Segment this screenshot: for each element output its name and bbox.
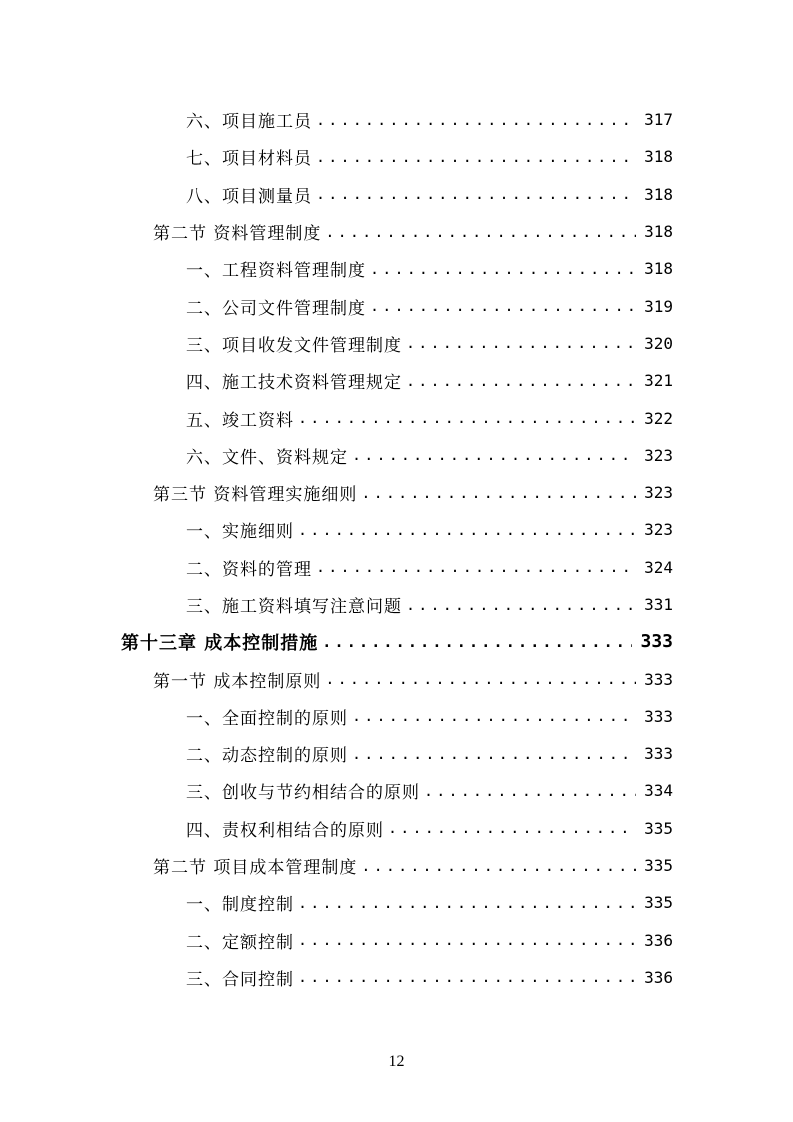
toc-dot-leader xyxy=(361,857,636,875)
toc-entry-item[interactable] xyxy=(0,698,793,735)
toc-dot-leader xyxy=(298,409,636,427)
toc-entry-page-number: 335 xyxy=(644,818,673,838)
toc-entry-page-number: 318 xyxy=(644,222,673,242)
toc-entry-page-number: 322 xyxy=(644,408,673,428)
toc-entry-title: 第二节 资料管理制度 xyxy=(153,224,322,245)
toc-entry-page-number: 317 xyxy=(644,110,673,130)
toc-entry-page-number: 333 xyxy=(644,669,673,689)
page-number: 12 xyxy=(388,1053,405,1070)
toc-entry-item[interactable] xyxy=(0,176,793,213)
toc-entry-title: 二、动态控制的原则 xyxy=(186,746,348,767)
toc-entry-page-number: 331 xyxy=(644,595,673,614)
toc-entry-item[interactable] xyxy=(0,399,793,436)
toc-dot-leader xyxy=(388,819,636,837)
toc-entry-title: 七、项目材料员 xyxy=(186,149,312,170)
toc-entry-title: 三、项目收发文件管理制度 xyxy=(186,335,402,356)
toc-entry-title: 第二节 项目成本管理制度 xyxy=(153,858,358,879)
toc-entry-title: 一、工程资料管理制度 xyxy=(186,261,366,282)
toc-dot-leader xyxy=(316,185,636,203)
toc-entry-page-number: 318 xyxy=(644,184,673,204)
toc-dot-leader xyxy=(370,297,636,315)
toc-entry-title: 一、实施细则 xyxy=(186,522,294,543)
toc-entry-page-number: 336 xyxy=(644,930,673,950)
toc-entry-page-number: 320 xyxy=(644,333,673,353)
toc-entry-title: 二、资料的管理 xyxy=(186,559,312,580)
toc-entry-item[interactable] xyxy=(0,437,793,474)
toc-dot-leader xyxy=(424,782,636,800)
toc-dot-leader xyxy=(298,894,636,912)
toc-entry-title: 四、施工技术资料管理规定 xyxy=(186,373,402,394)
toc-entry-item[interactable] xyxy=(0,735,793,772)
toc-entry-page-number: 336 xyxy=(644,967,673,987)
toc-entry-item[interactable] xyxy=(0,362,793,399)
toc-entry-item[interactable] xyxy=(0,511,793,548)
toc-dot-leader xyxy=(316,148,636,166)
toc-entry-page-number: 323 xyxy=(644,445,673,465)
toc-entry-item[interactable] xyxy=(0,250,793,287)
toc-dot-leader xyxy=(352,446,636,464)
toc-entry-section[interactable] xyxy=(0,847,793,884)
toc-dot-leader xyxy=(361,484,636,502)
toc-entry-title: 五、竣工资料 xyxy=(186,410,294,431)
toc-entry-chapter[interactable] xyxy=(0,623,793,660)
toc-entry-page-number: 319 xyxy=(644,296,673,316)
toc-dot-leader xyxy=(298,521,636,539)
toc-entry-section[interactable] xyxy=(0,213,793,250)
toc-entry-page-number: 318 xyxy=(644,147,673,167)
toc-dot-leader xyxy=(316,111,636,129)
toc-entry-page-number: 335 xyxy=(644,856,673,876)
toc-entry-item[interactable] xyxy=(0,549,793,586)
toc-dot-leader xyxy=(370,260,636,278)
toc-entry-title: 第一节 成本控制原则 xyxy=(153,671,322,692)
toc-entry-title: 一、全面控制的原则 xyxy=(186,708,348,729)
toc-dot-leader xyxy=(406,596,636,614)
toc-dot-leader xyxy=(325,223,636,241)
toc-dot-leader xyxy=(298,968,636,986)
toc-entry-title: 三、合同控制 xyxy=(186,969,294,990)
toc-entry-item[interactable] xyxy=(0,325,793,362)
toc-entry-item[interactable] xyxy=(0,810,793,847)
toc-entry-title: 一、制度控制 xyxy=(186,895,294,916)
toc-entry-page-number: 323 xyxy=(644,483,673,503)
toc-entry-title: 三、施工资料填写注意问题 xyxy=(186,597,402,617)
toc-entry-item[interactable] xyxy=(0,287,793,324)
toc-entry-page-number: 333 xyxy=(644,706,673,726)
toc-entry-page-number: 321 xyxy=(644,371,673,391)
toc-dot-leader xyxy=(322,633,632,651)
toc-entry-title: 三、创收与节约相结合的原则 xyxy=(186,783,420,804)
toc-entry-title: 六、文件、资料规定 xyxy=(186,447,348,468)
toc-entry-title: 八、项目测量员 xyxy=(186,186,312,207)
toc-entry-title: 第十三章 成本控制措施 xyxy=(121,632,319,654)
toc-entry-item[interactable] xyxy=(0,922,793,959)
toc-entry-page-number: 333 xyxy=(644,744,673,764)
toc-entry-item[interactable] xyxy=(0,101,793,138)
toc-entry-page-number: 334 xyxy=(644,781,673,801)
table-of-contents xyxy=(0,101,793,996)
toc-entry-page-number: 333 xyxy=(640,631,673,653)
toc-entry-page-number: 323 xyxy=(644,520,673,540)
toc-dot-leader xyxy=(352,745,636,763)
toc-entry-item[interactable] xyxy=(0,772,793,809)
toc-entry-item[interactable] xyxy=(0,959,793,996)
toc-entry-item[interactable] xyxy=(0,884,793,921)
toc-entry-title: 六、项目施工员 xyxy=(186,112,312,133)
toc-entry-page-number: 335 xyxy=(644,893,673,913)
toc-dot-leader xyxy=(352,707,636,725)
toc-entry-item[interactable] xyxy=(0,586,793,623)
toc-dot-leader xyxy=(316,558,636,576)
toc-dot-leader xyxy=(406,372,636,390)
toc-entry-page-number: 324 xyxy=(644,557,673,577)
toc-dot-leader xyxy=(406,334,636,352)
toc-dot-leader xyxy=(325,670,636,688)
toc-entry-item[interactable] xyxy=(0,138,793,175)
toc-entry-page-number: 318 xyxy=(644,259,673,279)
toc-entry-title: 第三节 资料管理实施细则 xyxy=(153,485,358,506)
toc-dot-leader xyxy=(298,931,636,949)
toc-entry-section[interactable] xyxy=(0,660,793,697)
toc-entry-section[interactable] xyxy=(0,474,793,511)
toc-entry-title: 二、定额控制 xyxy=(186,932,294,953)
toc-entry-title: 二、公司文件管理制度 xyxy=(186,298,366,319)
toc-entry-title: 四、责权利相结合的原则 xyxy=(186,820,384,841)
